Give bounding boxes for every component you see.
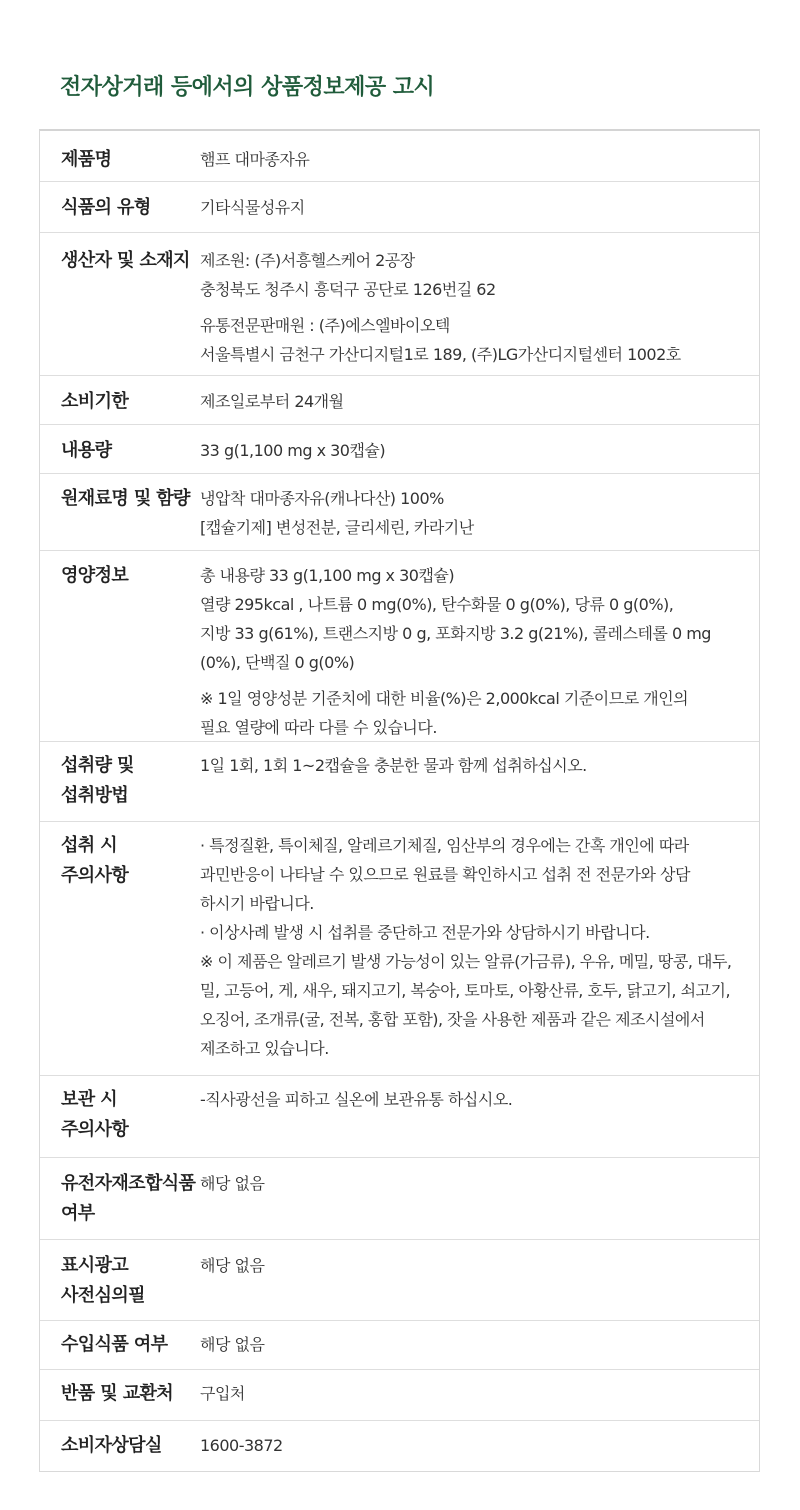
info-row-value [200, 561, 759, 741]
label-line: 제품명 [61, 149, 112, 170]
info-row-label [40, 1251, 200, 1320]
info-row-value [200, 387, 759, 424]
value-line: 열량 295kcal , 나트륨 0 mg(0%), 탄수화물 0 g(0%), 당류 0 g(0%), [200, 595, 674, 614]
value-line: 구입처 [200, 1384, 245, 1403]
label-line: 내용량 [61, 440, 112, 461]
value-paragraph [200, 246, 745, 304]
value-line: 유통전문판매원 : (주)에스엘바이오텍 [200, 316, 450, 335]
info-row-value [200, 436, 759, 473]
info-row-label [40, 387, 200, 424]
info-row [40, 425, 759, 474]
value-line: 해당 없음 [200, 1256, 265, 1275]
value-line: 서울특별시 금천구 가산디지털1로 189, (주)LG가산디지털센터 1002호 [200, 345, 681, 364]
value-line: (0%), 단백질 0 g(0%) [200, 653, 355, 672]
label-line: 섭취 시 [61, 835, 118, 856]
label-line: 유전자재조합식품 [61, 1173, 196, 1194]
value-line: 제조일로부터 24개월 [200, 392, 344, 411]
value-line: 지방 33 g(61%), 트랜스지방 0 g, 포화지방 3.2 g(21%), 콜레스테롤 0 mg [200, 624, 711, 643]
info-row-value [200, 831, 759, 1075]
value-line: 햄프 대마종자유 [200, 150, 310, 169]
label-line: 표시광고 [61, 1255, 129, 1276]
value-paragraph [200, 387, 745, 416]
info-row-value [200, 751, 759, 821]
page-title: 전자상거래 등에서의 상품정보제공 고시 [60, 75, 435, 100]
label-line: 반품 및 교환처 [61, 1383, 174, 1404]
value-line: ※ 1일 영양성분 기준치에 대한 비율(%)은 2,000kcal 기준이므로 개인의 [200, 689, 689, 708]
value-line: 오징어, 조개류(굴, 전복, 홍합 포함), 잣을 사용한 제품과 같은 제조시설에서 [200, 1010, 705, 1029]
label-line: 여부 [61, 1203, 95, 1224]
info-row-value [200, 193, 759, 232]
value-line: 해당 없음 [200, 1335, 265, 1354]
info-row [40, 233, 759, 376]
value-paragraph [200, 1379, 745, 1408]
info-row [40, 1158, 759, 1240]
label-line: 섭취량 및 [61, 755, 134, 776]
info-row [40, 822, 759, 1076]
value-paragraph [200, 684, 745, 742]
info-row [40, 376, 759, 425]
info-row-value [200, 1169, 759, 1239]
info-row-value [200, 246, 759, 375]
value-line: 해당 없음 [200, 1174, 265, 1193]
value-line: 과민반응이 나타날 수 있으므로 원료를 확인하시고 섭취 전 전문가와 상담 [200, 865, 690, 884]
label-line: 보관 시 [61, 1089, 118, 1110]
value-line: 냉압착 대마종자유(캐나다산) 100% [200, 489, 444, 508]
value-line: -직사광선을 피하고 실온에 보관유통 하십시오. [200, 1090, 513, 1109]
info-row [40, 131, 759, 182]
info-row-value [200, 145, 759, 181]
label-line: 수입식품 여부 [61, 1334, 168, 1355]
info-row-label [40, 193, 200, 232]
product-info-table [39, 129, 760, 1472]
label-line: 소비기한 [61, 391, 129, 412]
value-paragraph [200, 831, 745, 1063]
info-row-label [40, 1379, 200, 1420]
label-line: 원재료명 및 함량 [61, 488, 190, 509]
info-row [40, 474, 759, 551]
label-line: 소비자상담실 [61, 1435, 162, 1456]
info-row [40, 551, 759, 742]
value-line: 하시기 바랍니다. [200, 894, 314, 913]
value-line: 1일 1회, 1회 1~2캡슐을 충분한 물과 함께 섭취하십시오. [200, 756, 587, 775]
info-row-value [200, 484, 759, 550]
value-paragraph [200, 561, 745, 677]
value-paragraph [200, 1169, 745, 1198]
info-row-value [200, 1379, 759, 1420]
value-line: [캡슐기제] 변성전분, 글리세린, 카라기난 [200, 518, 474, 537]
info-row-label [40, 246, 200, 375]
label-line: 주의사항 [61, 865, 129, 886]
value-line: 제조하고 있습니다. [200, 1039, 329, 1058]
value-paragraph [200, 193, 745, 222]
info-row [40, 1076, 759, 1158]
info-row-label [40, 145, 200, 181]
value-line: 제조원: (주)서흥헬스케어 2공장 [200, 251, 415, 270]
info-row-label [40, 561, 200, 741]
value-paragraph [200, 1251, 745, 1280]
value-paragraph [200, 1431, 745, 1460]
value-paragraph [200, 436, 745, 465]
value-line: 33 g(1,100 mg x 30캡슐) [200, 441, 386, 460]
label-line: 주의사항 [61, 1119, 129, 1140]
label-line: 섭취방법 [61, 785, 129, 806]
value-paragraph [200, 1330, 745, 1359]
info-row [40, 1240, 759, 1321]
info-row-value [200, 1085, 759, 1157]
info-row-label [40, 1431, 200, 1471]
label-line: 영양정보 [61, 565, 129, 586]
value-paragraph [200, 145, 745, 174]
value-paragraph [200, 484, 745, 542]
info-row-value [200, 1330, 759, 1369]
value-line: ※ 이 제품은 알레르기 발생 가능성이 있는 알류(가금류), 우유, 메밀, 땅콩, 대두, [200, 952, 732, 971]
value-paragraph [200, 311, 745, 369]
value-line: 필요 열량에 따라 다를 수 있습니다. [200, 718, 437, 737]
value-line: 총 내용량 33 g(1,100 mg x 30캡슐) [200, 566, 455, 585]
label-line: 생산자 및 소재지 [61, 250, 190, 271]
info-row [40, 1370, 759, 1421]
info-row-label [40, 831, 200, 1075]
value-line: 밀, 고등어, 게, 새우, 돼지고기, 복숭아, 토마토, 아황산류, 호두, 닭고기, 쇠고기, [200, 981, 731, 1000]
value-line: · 이상사례 발생 시 섭취를 중단하고 전문가와 상담하시기 바랍니다. [200, 923, 650, 942]
value-line: 충청북도 청주시 흥덕구 공단로 126번길 62 [200, 280, 496, 299]
value-paragraph [200, 751, 745, 780]
info-row-label [40, 1085, 200, 1157]
info-row [40, 1321, 759, 1370]
label-line: 사전심의필 [61, 1285, 145, 1306]
value-line: · 특정질환, 특이체질, 알레르기체질, 임산부의 경우에는 간혹 개인에 따라 [200, 836, 689, 855]
value-line: 기타식물성유지 [200, 198, 305, 217]
value-paragraph [200, 1085, 745, 1114]
value-line: 1600-3872 [200, 1436, 283, 1455]
info-row-label [40, 1169, 200, 1239]
label-line: 식품의 유형 [61, 197, 151, 218]
info-row [40, 182, 759, 233]
info-row-label [40, 436, 200, 473]
info-row-value [200, 1251, 759, 1320]
info-row-label [40, 1330, 200, 1369]
info-row-value [200, 1431, 759, 1471]
info-row-label [40, 751, 200, 821]
info-row [40, 1421, 759, 1471]
info-row [40, 742, 759, 822]
info-row-label [40, 484, 200, 550]
